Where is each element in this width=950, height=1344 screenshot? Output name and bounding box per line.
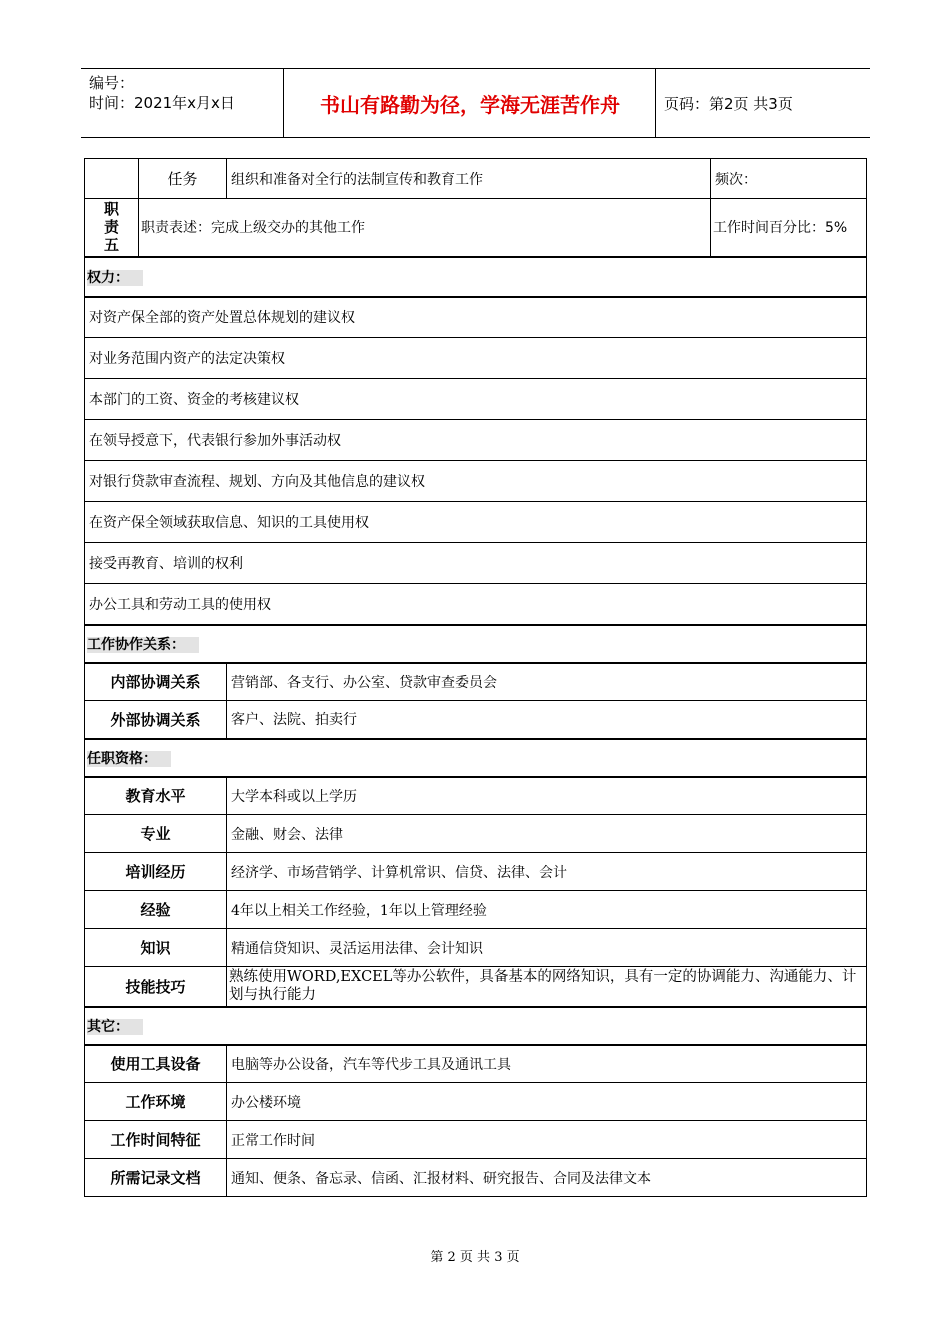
duty-five-row <box>85 199 867 257</box>
power-item-row <box>85 584 867 625</box>
qualification-value: 熟练使用WORD,EXCEL等办公软件，具备基本的网络知识，具有一定的协调能力、沟通能力、计划与执行能力 <box>227 967 867 1007</box>
duty-five-label-char: 责 <box>103 218 119 237</box>
duty-five-time-percent: 工作时间百分比：5% <box>711 199 867 257</box>
qualification-value: 精通信贷知识、灵活运用法律、会计知识 <box>227 929 867 967</box>
qualifications-title: 任职资格： <box>87 751 171 767</box>
qualification-value: 经济学、市场营销学、计算机常识、信贷、法律、会计 <box>227 853 867 891</box>
power-item-row <box>85 338 867 379</box>
power-item: 在资产保全领域获取信息、知识的工具使用权 <box>85 502 867 543</box>
duty-five-label <box>85 199 139 257</box>
power-item: 对银行贷款审查流程、规划、方向及其他信息的建议权 <box>85 461 867 502</box>
relation-value: 营销部、各支行、办公室、贷款审查委员会 <box>227 663 867 701</box>
page-header <box>81 68 870 138</box>
relations-title: 工作协作关系： <box>87 637 199 653</box>
other-value: 通知、便条、备忘录、信函、汇报材料、研究报告、合同及法律文本 <box>227 1159 867 1197</box>
qualification-row <box>85 891 867 929</box>
other-title: 其它： <box>87 1019 143 1035</box>
duty-blank-cell <box>85 159 139 199</box>
header-divider <box>655 69 656 137</box>
power-item-row <box>85 379 867 420</box>
other-label: 工作环境 <box>85 1083 227 1121</box>
qualification-value: 大学本科或以上学历 <box>227 777 867 815</box>
document-date: 时间：2021年x月x日 <box>89 94 235 112</box>
qualifications-section-row <box>85 739 867 777</box>
other-row <box>85 1083 867 1121</box>
power-item-row <box>85 502 867 543</box>
other-row <box>85 1121 867 1159</box>
qualification-label: 教育水平 <box>85 777 227 815</box>
qualification-row <box>85 815 867 853</box>
relation-value: 客户、法院、拍卖行 <box>227 701 867 739</box>
qualifications-section-title <box>85 739 867 777</box>
qualification-label: 培训经历 <box>85 853 227 891</box>
powers-section-row <box>85 257 867 297</box>
duty-five-label-char: 五 <box>103 236 119 255</box>
power-item: 办公工具和劳动工具的使用权 <box>85 584 867 625</box>
other-row <box>85 1045 867 1083</box>
qualification-value: 金融、财会、法律 <box>227 815 867 853</box>
other-row <box>85 1159 867 1197</box>
other-section-title <box>85 1007 867 1045</box>
qualification-row <box>85 929 867 967</box>
relation-label: 内部协调关系 <box>85 663 227 701</box>
power-item-row <box>85 543 867 584</box>
duty-five-description: 职责表述：完成上级交办的其他工作 <box>139 199 711 257</box>
qualification-row <box>85 777 867 815</box>
other-value: 电脑等办公设备，汽车等代步工具及通讯工具 <box>227 1045 867 1083</box>
duty-task-row <box>85 159 867 199</box>
power-item: 本部门的工资、资金的考核建议权 <box>85 379 867 420</box>
qualification-value: 4年以上相关工作经验，1年以上管理经验 <box>227 891 867 929</box>
header-page-number: 页码：第2页 共3页 <box>664 94 793 113</box>
relations-section-row <box>85 625 867 663</box>
power-item: 接受再教育、培训的权利 <box>85 543 867 584</box>
qualification-row <box>85 967 867 1007</box>
other-value: 办公楼环境 <box>227 1083 867 1121</box>
power-item: 对资产保全部的资产处置总体规划的建议权 <box>85 297 867 338</box>
power-item-row <box>85 461 867 502</box>
qualification-label: 技能技巧 <box>85 967 227 1007</box>
qualification-row <box>85 853 867 891</box>
other-section-row <box>85 1007 867 1045</box>
other-label: 工作时间特征 <box>85 1121 227 1159</box>
page-footer: 第 2 页 共 3 页 <box>430 1250 520 1265</box>
frequency-label: 频次： <box>711 159 867 199</box>
job-description-table <box>84 158 867 1197</box>
power-item-row <box>85 297 867 338</box>
relations-section-title <box>85 625 867 663</box>
qualification-label: 经验 <box>85 891 227 929</box>
other-value: 正常工作时间 <box>227 1121 867 1159</box>
powers-title: 权力： <box>87 270 143 286</box>
qualification-label: 知识 <box>85 929 227 967</box>
other-label: 使用工具设备 <box>85 1045 227 1083</box>
task-label: 任务 <box>139 159 227 199</box>
header-meta <box>89 73 235 113</box>
task-text: 组织和准备对全行的法制宣传和教育工作 <box>227 159 711 199</box>
document-number-label: 编号： <box>89 74 135 92</box>
power-item: 对业务范围内资产的法定决策权 <box>85 338 867 379</box>
other-label: 所需记录文档 <box>85 1159 227 1197</box>
relation-label: 外部协调关系 <box>85 701 227 739</box>
qualification-label: 专业 <box>85 815 227 853</box>
header-motto: 书山有路勤为径，学海无涯苦作舟 <box>320 92 620 117</box>
relation-row <box>85 701 867 739</box>
relation-row <box>85 663 867 701</box>
duty-five-label-char: 职 <box>103 200 119 219</box>
powers-section-title <box>85 257 867 297</box>
power-item: 在领导授意下，代表银行参加外事活动权 <box>85 420 867 461</box>
power-item-row <box>85 420 867 461</box>
